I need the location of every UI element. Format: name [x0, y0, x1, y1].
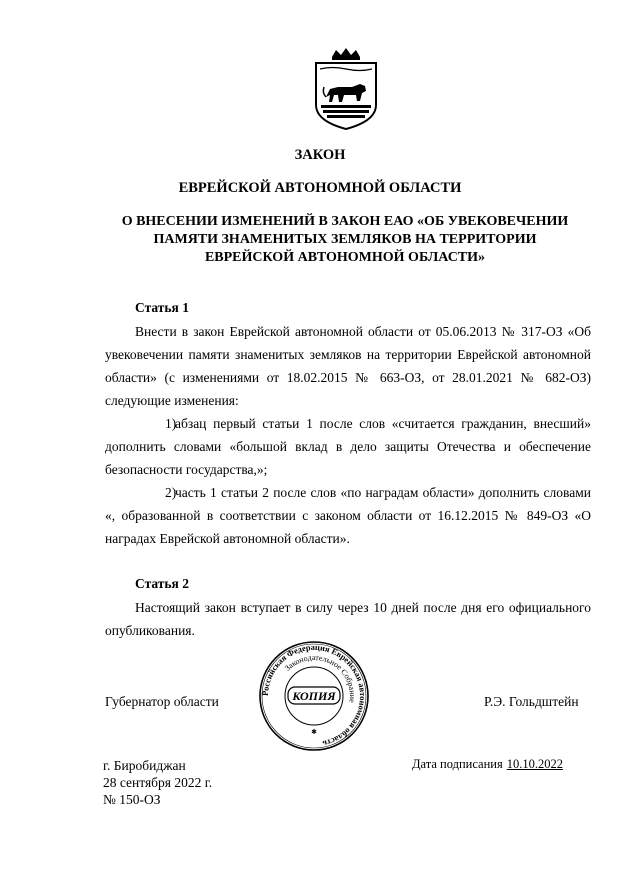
item-number: 2) — [165, 485, 177, 500]
law-title — [90, 213, 600, 267]
adoption-date: 28 сентября 2022 г. — [103, 775, 213, 790]
signatory-role: Губернатор области — [105, 694, 219, 709]
city: г. Биробиджан — [103, 758, 186, 773]
law-title-line: ПАМЯТИ ЗНАМЕНИТЫХ ЗЕМЛЯКОВ НА ТЕРРИТОРИИ — [153, 232, 537, 247]
document-type: ЗАКОН — [294, 147, 346, 163]
signing-date-block — [412, 757, 563, 772]
signing-date-label: Дата подписания — [412, 757, 503, 771]
article-2-heading: Статья 2 — [135, 576, 189, 591]
article-1-body — [105, 320, 591, 550]
signatory-name: Р.Э. Гольдштейн — [484, 694, 579, 709]
official-stamp-icon — [258, 640, 370, 752]
article-2-body — [105, 596, 591, 642]
item-number: 1) — [165, 416, 177, 431]
law-number: № 150-ОЗ — [103, 792, 161, 807]
stamp-outer-text: Российская Федерация Еврейская автономная область — [260, 642, 368, 749]
law-title-line: ЕВРЕЙСКОЙ АВТОНОМНОЙ ОБЛАСТИ» — [204, 250, 486, 265]
stamp-center-text: КОПИЯ — [292, 689, 336, 703]
article-2-text: Настоящий закон вступает в силу через 10 дней после дня его официального опубликования. — [105, 600, 591, 638]
article-1-item — [105, 412, 591, 481]
place-date-number — [103, 757, 212, 808]
issuing-region: ЕВРЕЙСКОЙ АВТОНОМНОЙ ОБЛАСТИ — [178, 180, 462, 196]
coat-of-arms-icon — [312, 47, 380, 131]
stamp-inner-text: Законодательное Собрание — [282, 652, 358, 704]
svg-text:✱: ✱ — [311, 728, 317, 736]
article-1-intro: Внести в закон Еврейской автономной области от 05.06.2013 № 317-ОЗ «Об увековечении памяти знаменитых земляков на территории Еврейской автономной области» (с изменениями от 18.02.2015 № 663-ОЗ, от 28.01.2021 № 682-ОЗ) следующие изменения: — [105, 324, 591, 408]
signing-date-value: 10.10.2022 — [506, 757, 563, 771]
item-text: часть 1 статьи 2 после слов «по наградам области» дополнить словами «, образованной в соответствии с законом области от 16.12.2015 № 849-ОЗ «О наградах Еврейской автономной области». — [105, 485, 591, 546]
article-1-heading: Статья 1 — [135, 300, 189, 315]
item-text: абзац первый статьи 1 после слов «считается гражданин, внесший» дополнить словами «большой вклад в дело защиты Отечества и обеспечение безопасности государства,»; — [105, 416, 591, 477]
law-title-line: О ВНЕСЕНИИ ИЗМЕНЕНИЙ В ЗАКОН ЕАО «ОБ УВЕКОВЕЧЕНИИ — [121, 214, 569, 229]
article-1-item — [105, 481, 591, 550]
